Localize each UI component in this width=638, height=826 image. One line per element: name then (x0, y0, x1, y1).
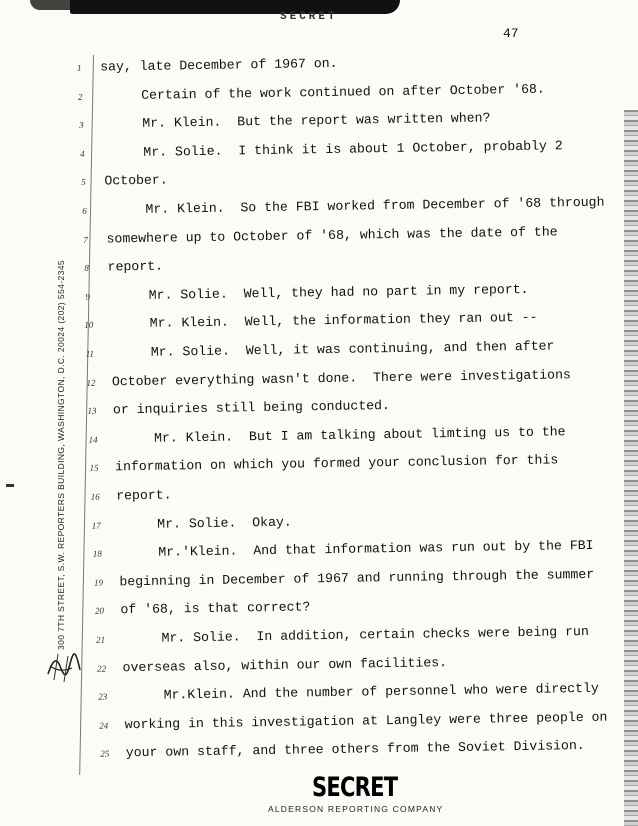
line-text: Mr.Klein. And the number of personnel who were directly (163, 680, 599, 703)
line-number: 9 (85, 291, 91, 302)
line-text: Mr. Klein. But I am talking about limting us to the (153, 424, 566, 446)
transcript-line (86, 421, 606, 449)
line-number: 7 (83, 234, 88, 245)
line-text: your own staff, and three others from the Soviet Division. (125, 738, 585, 761)
line-text: Mr. Solie. In addition, certain checks were being run (161, 623, 589, 646)
line-text: information on which you formed your conclusion for this (114, 452, 559, 475)
transcript-line (73, 78, 593, 106)
line-number: 5 (81, 177, 86, 188)
line-number: 12 (86, 377, 96, 388)
transcript-line (88, 479, 608, 507)
transcript-line (90, 536, 610, 564)
line-text: Mr.'Klein. And that information was run out by the FBI (158, 538, 594, 560)
transcript-line (84, 364, 604, 392)
page-number: 47 (503, 26, 519, 41)
transcript-line (98, 736, 618, 764)
transcript-line (78, 221, 598, 249)
line-text: Certain of the work continued on after October '68. (141, 81, 545, 103)
line-text: Mr. Solie. Well, they had no part in my report. (148, 281, 529, 303)
line-number: 19 (93, 577, 103, 588)
reporting-company: ALDERSON REPORTING COMPANY (268, 804, 444, 814)
margin-mark (6, 484, 14, 487)
line-number: 20 (94, 605, 105, 617)
line-number: 23 (98, 691, 108, 702)
line-number: 16 (90, 491, 100, 502)
transcript-line (74, 107, 594, 135)
handwritten-initials-icon (42, 644, 86, 688)
line-number: 1 (76, 62, 82, 73)
line-text: Mr. Klein. But the report was written when? (142, 110, 491, 132)
secret-stamp: SECRET (312, 772, 398, 803)
line-text: October everything wasn't done. There were investigations (111, 366, 571, 390)
transcript-line (81, 279, 601, 307)
transcript-line (96, 679, 616, 707)
top-classification-mark: SECRET (280, 11, 338, 23)
line-number: 25 (100, 748, 110, 760)
line-number: 14 (88, 434, 98, 445)
transcript-line (77, 193, 605, 221)
line-text: report. (116, 487, 172, 504)
line-number: 8 (84, 262, 89, 274)
line-text: overseas also, within our own facilities. (122, 654, 448, 675)
line-number: 22 (97, 663, 107, 674)
line-text: say, late December of 1967 on. (100, 55, 338, 75)
line-number: 3 (78, 120, 84, 131)
transcript-line (94, 650, 614, 678)
scan-edge-noise (624, 110, 638, 826)
transcript-line (91, 564, 611, 592)
transcript-line (79, 250, 599, 278)
transcript-line (89, 507, 609, 535)
line-text: Mr. Klein. So the FBI worked from December of '68 through (145, 194, 605, 217)
reporter-address: 300 7TH STREET, S.W. REPORTERS BUILDING, WASHINGTON, D.C. 20024 (202) 554-2345 (56, 259, 66, 650)
line-number: 2 (77, 91, 83, 102)
line-number: 6 (82, 205, 87, 216)
line-number: 11 (85, 348, 95, 359)
line-text: Mr. Klein. Well, the information they ran out -- (149, 310, 538, 332)
line-text: beginning in December of 1967 and running through the summer (119, 566, 595, 590)
transcript-line (92, 593, 612, 621)
line-number: 10 (84, 320, 94, 331)
line-text: Mr. Solie. I think it is about 1 October, probably 2 (143, 138, 563, 160)
line-number: 15 (89, 463, 99, 474)
line-text: of '68, is that correct? (120, 599, 311, 618)
transcript-line (87, 450, 607, 478)
line-text: somewhere up to October of '68, which was the date of the (106, 223, 558, 247)
transcript-line (75, 136, 595, 164)
line-text: October. (104, 172, 168, 189)
transcript-line (93, 622, 613, 650)
line-number: 4 (80, 148, 85, 159)
transcript-body (72, 50, 623, 778)
transcript-line (82, 307, 602, 335)
transcript-line (85, 393, 605, 421)
line-text: Mr. Solie. Okay. (157, 514, 292, 532)
line-number: 13 (87, 405, 97, 416)
line-number: 17 (91, 520, 101, 531)
transcript-line (97, 707, 617, 735)
line-number: 24 (99, 720, 109, 731)
line-text: working in this investigation at Langley were three people on (124, 709, 608, 733)
transcript-line (83, 336, 603, 364)
transcript-line (76, 164, 596, 192)
line-text: or inquiries still being conducted. (112, 398, 391, 418)
line-number: 18 (92, 548, 102, 559)
line-text: report. (107, 258, 164, 275)
transcript-line (72, 50, 592, 78)
line-text: Mr. Solie. Well, it was continuing, and then after (150, 338, 555, 360)
line-number: 21 (95, 634, 106, 645)
